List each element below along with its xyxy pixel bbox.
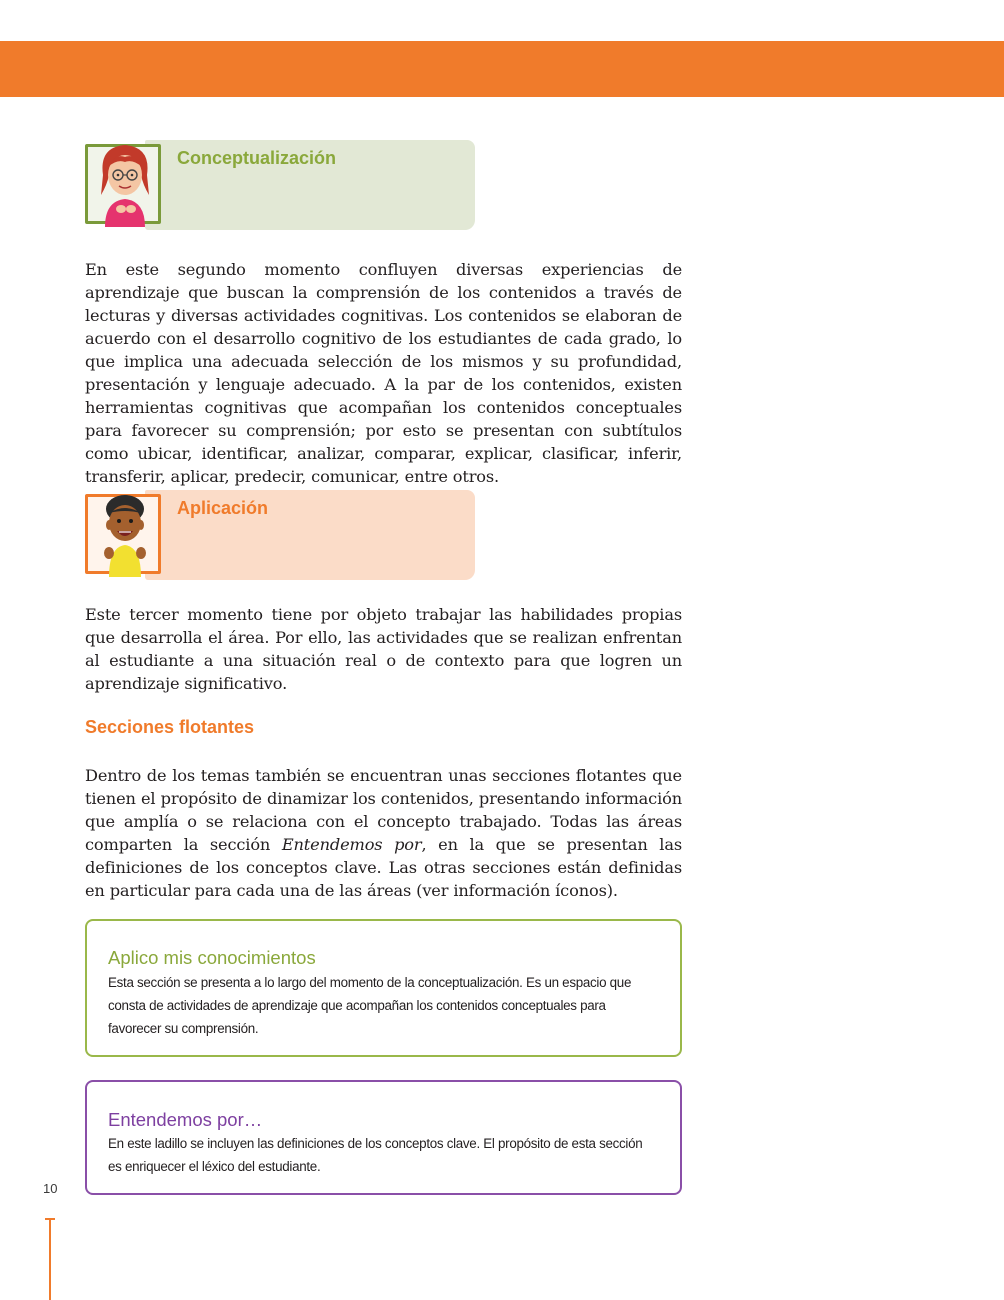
margin-rule (49, 1218, 51, 1300)
box-text: Esta sección se presenta a lo largo del momento de la conceptualización. Es un espacio que consta de actividades de aprendizaje que acompañan los contenidos conceptuales para favorecer su comprensión. (108, 975, 632, 1036)
girl-with-glasses-icon (85, 135, 165, 230)
floating-sections-paragraph (85, 764, 682, 902)
conceptualizacion-paragraph: En este segundo momento confluyen diversas experiencias de aprendizaje que buscan la comprensión de los contenidos a través de lecturas y diversas actividades cognitivas. Los contenidos se elaboran de acuerdo con el desarrollo cognitivo de los estudiantes de cada grado, lo que implica una adecuada selección de los mismos y su profundidad, presentación y lenguaje adecuado. A la par de los contenidos, existen herramientas cognitivas que acompañan los contenidos conceptuales para favorecer su comprensión; por esto se presentan con subtítulos como ubicar, identificar, analizar, comparar, explicar, clasificar, inferir, transferir, aplicar, predecir, comunicar, entre otros. (85, 260, 682, 486)
aplicacion-paragraph: Este tercer momento tiene por objeto trabajar las habilidades propias que desarrolla el área. Por ello, las actividades que se realizan enfrentan al estudiante a una situación real o de contexto para que logren un aprendizaje significativo. (85, 605, 682, 693)
box-text: En este ladillo se incluyen las definiciones de los conceptos clave. El propósito de esta sección es enriquecer el léxico del estudiante. (108, 1136, 643, 1174)
boy-waving-icon (85, 485, 165, 580)
section-header-aplicacion (85, 490, 475, 580)
page-number: 10 (43, 1181, 58, 1196)
section-header-conceptualizacion (85, 140, 475, 230)
avatar (85, 144, 161, 224)
floating-sections-heading: Secciones flotantes (85, 717, 255, 737)
paragraph-text: , en la que se presentan las definiciones de los conceptos clave. Las otras secciones están definidas en particular para cada una de las áreas (ver información íconos). (85, 835, 682, 900)
box-title: Aplico mis conocimientos (108, 947, 316, 968)
italic-term: Entendemos por (281, 835, 422, 854)
section-title: Aplicación (177, 498, 269, 518)
box-title: Entendemos por… (108, 1109, 263, 1130)
paragraph-text: Dentro de los temas también se encuentran unas secciones flotantes que tienen el propósito de dinamizar los contenidos, presentando información que amplía o se relaciona con el concepto trabajado. Todas las áreas comparten la sección (85, 766, 682, 854)
section-title: Conceptualización (177, 148, 337, 168)
avatar (85, 494, 161, 574)
entendemos-box (85, 1080, 682, 1195)
top-color-band (0, 41, 1004, 97)
aplico-box (85, 919, 682, 1057)
